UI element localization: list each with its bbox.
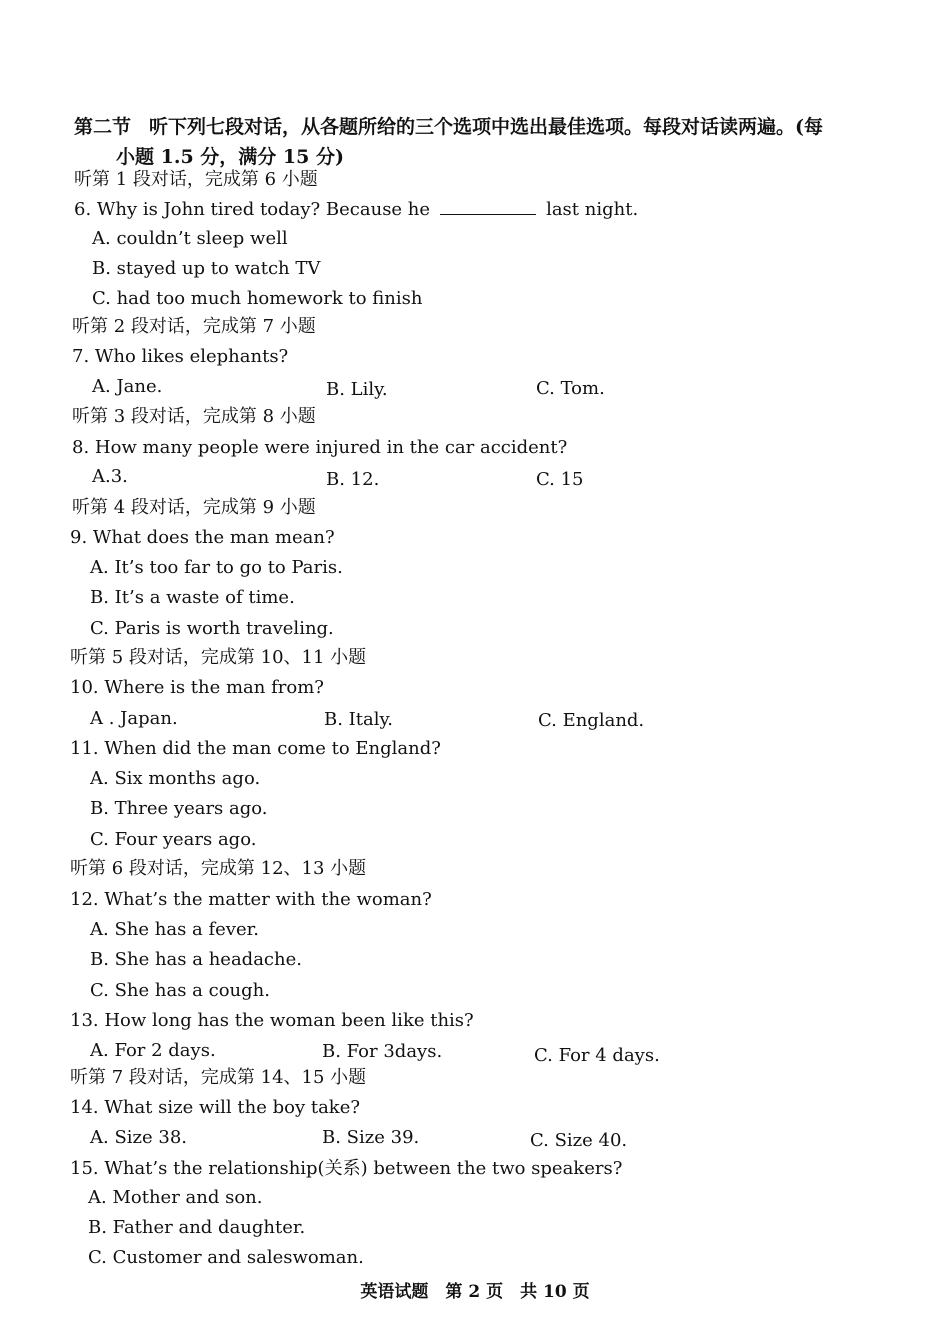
question-11-option-c: C. Four years ago. [90,829,257,850]
question-13-option-c: C. For 4 days. [534,1045,660,1066]
question-10-stem: 10. Where is the man from? [70,677,324,698]
question-6-option-c: C. had too much homework to finish [92,288,423,309]
question-6-stem-end: last night. [546,199,639,220]
question-13-option-b: B. For 3days. [322,1041,443,1062]
question-15-option-c: C. Customer and saleswoman. [88,1247,364,1268]
page-footer: 英语试题 第 2 页 共 10 页 [360,1282,590,1302]
question-10-option-c: C. England. [538,710,645,731]
group-heading-7: 听第 7 段对话，完成第 14、15 小题 [70,1067,367,1088]
question-8-option-c: C. 15 [536,469,584,490]
question-9-option-c: C. Paris is worth traveling. [90,618,334,639]
question-6-option-a: A. couldn’t sleep well [92,228,288,249]
group-heading-5: 听第 5 段对话，完成第 10、11 小题 [70,647,367,668]
question-8-option-b: B. 12. [326,469,380,490]
question-14-stem: 14. What size will the boy take? [70,1097,361,1118]
question-15-option-b: B. Father and daughter. [88,1217,306,1238]
question-8-option-a: A.3. [92,466,128,487]
question-13-option-a: A. For 2 days. [90,1040,216,1061]
question-10-option-b: B. Italy. [324,709,394,730]
question-6-stem-start: 6. Why is John tired today? Because he [74,199,431,220]
section-instruction-line-1: 听下列七段对话，从各题所给的三个选项中选出最佳选项。每段对话读两遍。(每 [149,116,824,138]
question-10-option-a: A . Japan. [90,708,178,729]
question-12-option-a: A. She has a fever. [90,919,259,940]
question-12-option-b: B. She has a headache. [90,949,302,970]
question-9-option-a: A. It’s too far to go to Paris. [90,557,343,578]
question-9-option-b: B. It’s a waste of time. [90,587,295,608]
question-14-option-b: B. Size 39. [322,1127,420,1148]
question-12-option-c: C. She has a cough. [90,980,270,1001]
question-6-option-b: B. stayed up to watch TV [92,258,321,279]
question-7-stem: 7. Who likes elephants? [72,346,289,367]
question-6-stem [74,198,638,222]
question-12-stem: 12. What’s the matter with the woman? [70,889,432,910]
question-11-option-b: B. Three years ago. [90,798,268,819]
question-15-stem: 15. What’s the relationship(关系) between the two speakers? [70,1158,623,1179]
answer-blank [440,198,536,215]
group-heading-3: 听第 3 段对话，完成第 8 小题 [72,406,316,427]
question-13-stem: 13. How long has the woman been like this? [70,1010,474,1031]
question-9-stem: 9. What does the man mean? [70,527,335,548]
group-heading-4: 听第 4 段对话，完成第 9 小题 [72,497,316,518]
question-7-option-a: A. Jane. [92,376,163,397]
question-11-option-a: A. Six months ago. [90,768,261,789]
group-heading-1: 听第 1 段对话，完成第 6 小题 [74,169,318,190]
question-14-option-a: A. Size 38. [90,1127,188,1148]
group-heading-2: 听第 2 段对话，完成第 7 小题 [72,316,316,337]
question-14-option-c: C. Size 40. [530,1130,628,1151]
question-15-option-a: A. Mother and son. [88,1187,263,1208]
section-instruction-line-2: 小题 1.5 分，满分 15 分) [116,146,344,168]
question-7-option-c: C. Tom. [536,378,605,399]
group-heading-6: 听第 6 段对话，完成第 12、13 小题 [70,858,367,879]
section-heading [74,112,904,172]
question-11-stem: 11. When did the man come to England? [70,738,441,759]
question-7-option-b: B. Lily. [326,379,388,400]
section-label: 第二节 [74,116,132,138]
question-8-stem: 8. How many people were injured in the car accident? [72,437,568,458]
